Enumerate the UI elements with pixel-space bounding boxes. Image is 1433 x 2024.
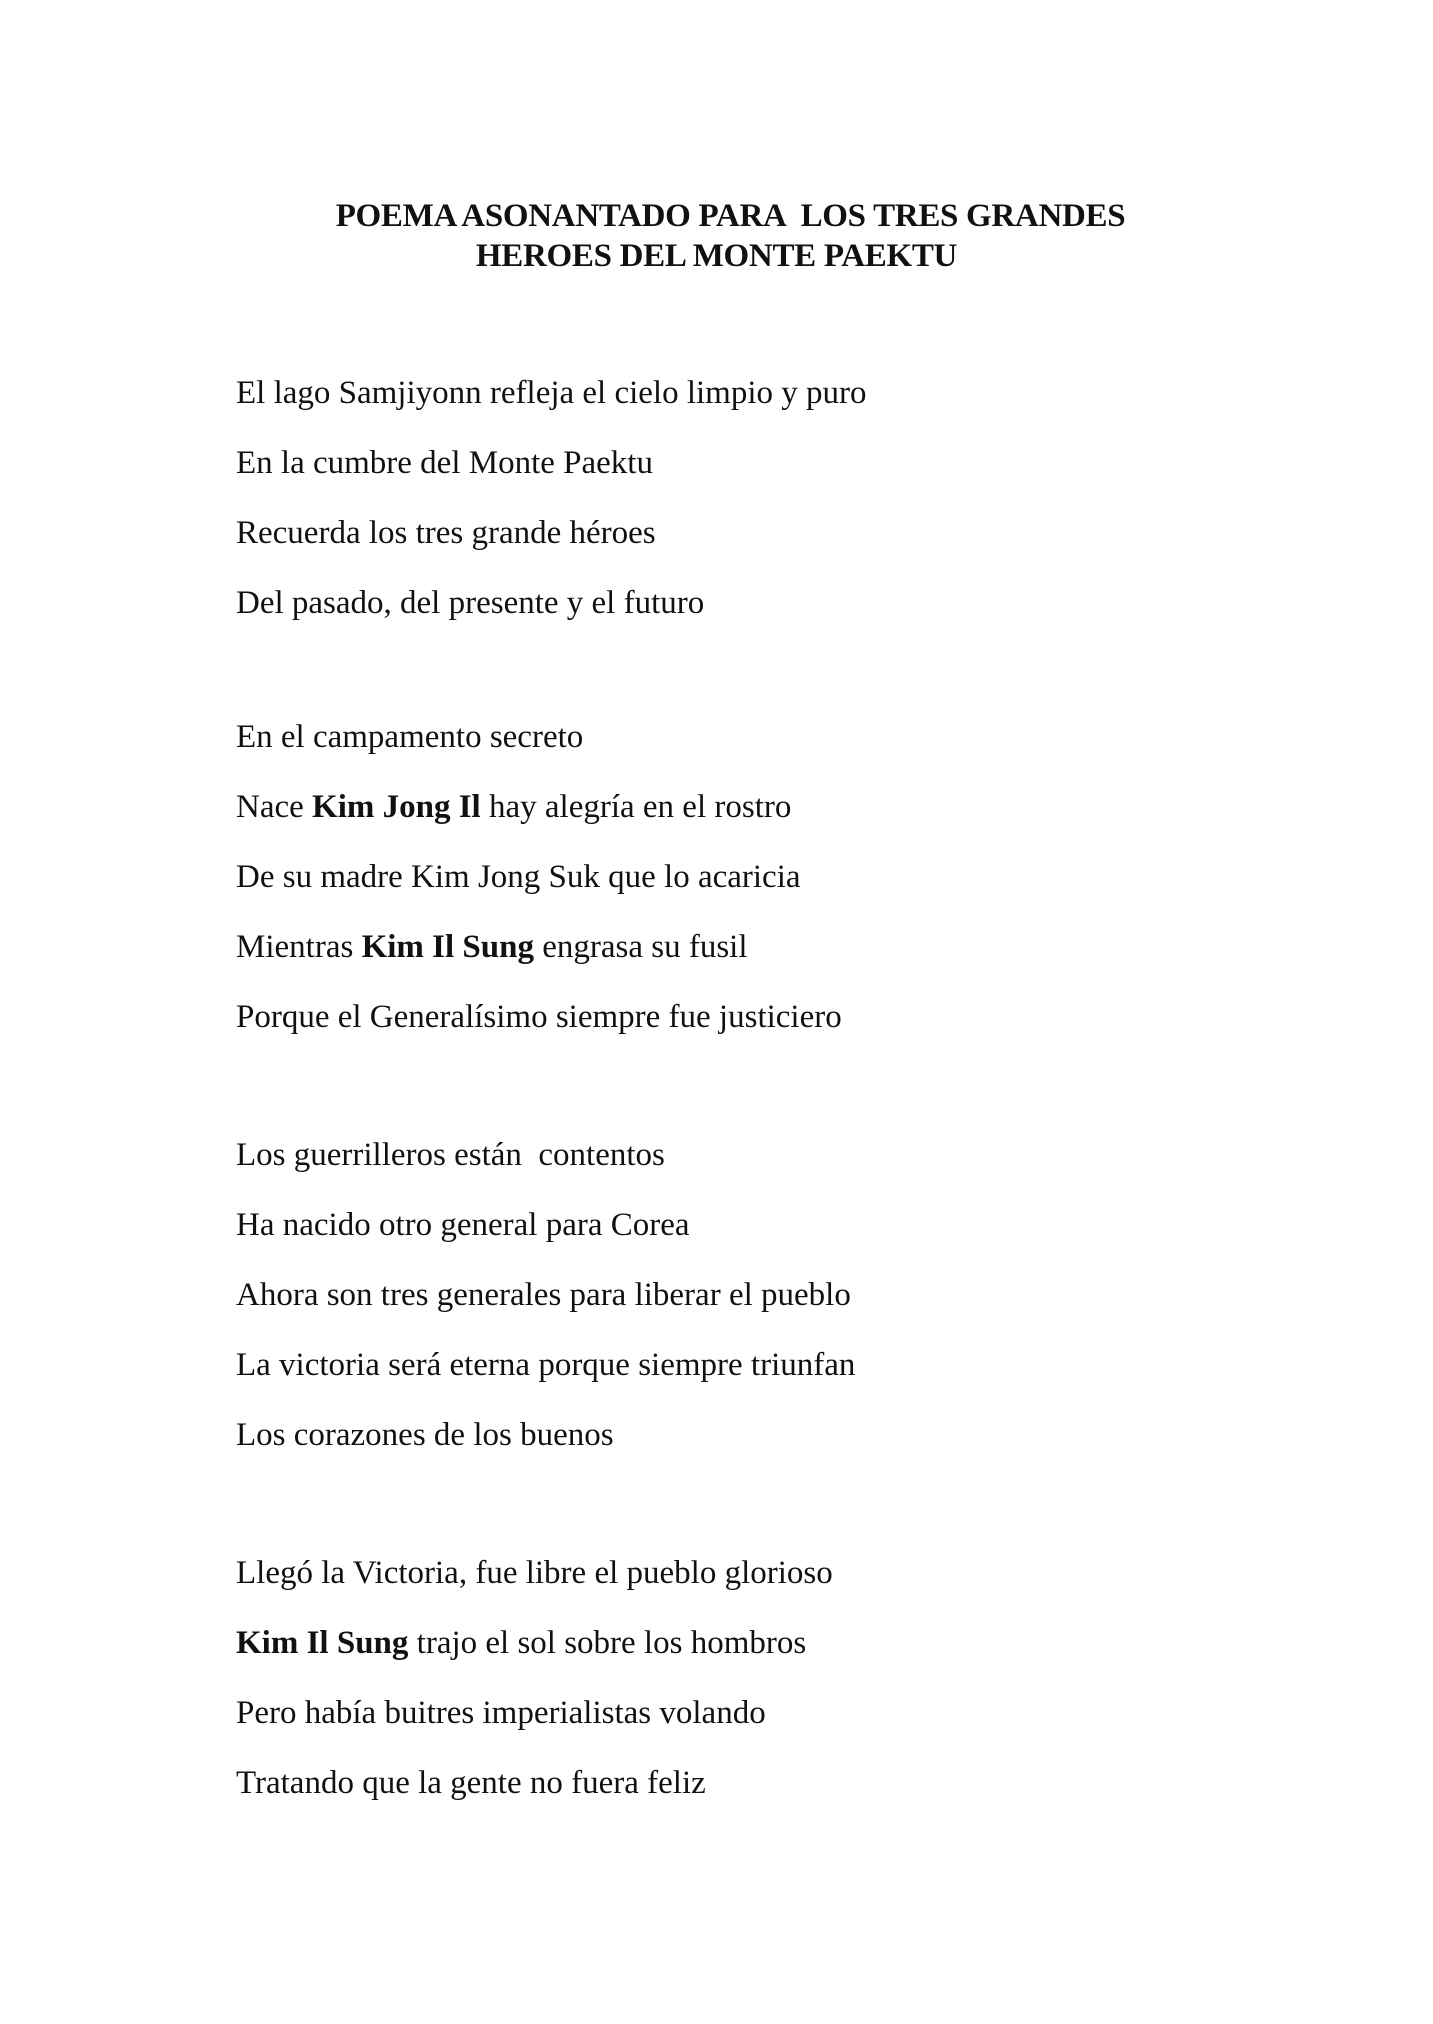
verse-line — [236, 1415, 614, 1455]
verse-text: El lago Samjiyonn refleja el cielo limpio y puro — [236, 375, 867, 411]
verse-line — [236, 1693, 766, 1733]
verse-text: Los guerrilleros están contentos — [236, 1137, 665, 1173]
verse-text: engrasa su fusil — [533, 929, 748, 965]
verse-text: En la cumbre del Monte Paektu — [236, 445, 653, 481]
verse-text: Nace — [236, 789, 313, 825]
verse-text: Recuerda los tres grande héroes — [236, 515, 656, 551]
verse-text: hay alegría en el rostro — [480, 789, 792, 825]
verse-text: Ahora son tres generales para liberar el pueblo — [236, 1277, 851, 1313]
verse-text: Llegó la Victoria, fue libre el pueblo glorioso — [236, 1555, 833, 1591]
verse-text: La victoria será eterna porque siempre triunfan — [236, 1347, 856, 1383]
verse-line — [236, 997, 842, 1037]
verse-text: Los corazones de los buenos — [236, 1417, 614, 1453]
verse-line — [236, 1623, 806, 1663]
verse-line — [236, 443, 653, 483]
verse-text: Tratando que la gente no fuera feliz — [236, 1765, 706, 1801]
verse-line — [236, 1345, 855, 1385]
verse-line — [236, 1275, 851, 1315]
verse-text: Pero había buitres imperialistas volando — [236, 1695, 766, 1731]
verse-line — [236, 1553, 833, 1593]
verse-line — [236, 513, 656, 553]
poem-title — [0, 196, 1433, 276]
verse-line — [236, 583, 704, 623]
verse-line — [236, 1135, 665, 1175]
verse-line — [236, 1763, 706, 1803]
verse-text: Mientras — [236, 929, 362, 965]
bold-name: Kim Il Sung — [236, 1625, 409, 1661]
verse-line — [236, 857, 801, 897]
verse-line — [236, 717, 583, 757]
title-line-1: POEMA ASONANTADO PARA LOS TRES GRANDES — [335, 198, 1126, 234]
verse-line — [236, 1205, 690, 1245]
verse-text: Porque el Generalísimo siempre fue justiciero — [236, 999, 842, 1035]
title-line-2: HEROES DEL MONTE PAEKTU — [475, 238, 958, 274]
verse-text: trajo el sol sobre los hombros — [408, 1625, 807, 1661]
verse-line — [236, 373, 867, 413]
bold-name: Kim Jong Il — [312, 789, 481, 825]
verse-text: De su madre Kim Jong Suk que lo acaricia — [236, 859, 801, 895]
bold-name: Kim Il Sung — [361, 929, 534, 965]
verse-text: En el campamento secreto — [236, 719, 584, 755]
verse-line — [236, 787, 791, 827]
verse-line — [236, 927, 748, 967]
verse-text: Ha nacido otro general para Corea — [236, 1207, 690, 1243]
verse-text: Del pasado, del presente y el futuro — [236, 585, 705, 621]
